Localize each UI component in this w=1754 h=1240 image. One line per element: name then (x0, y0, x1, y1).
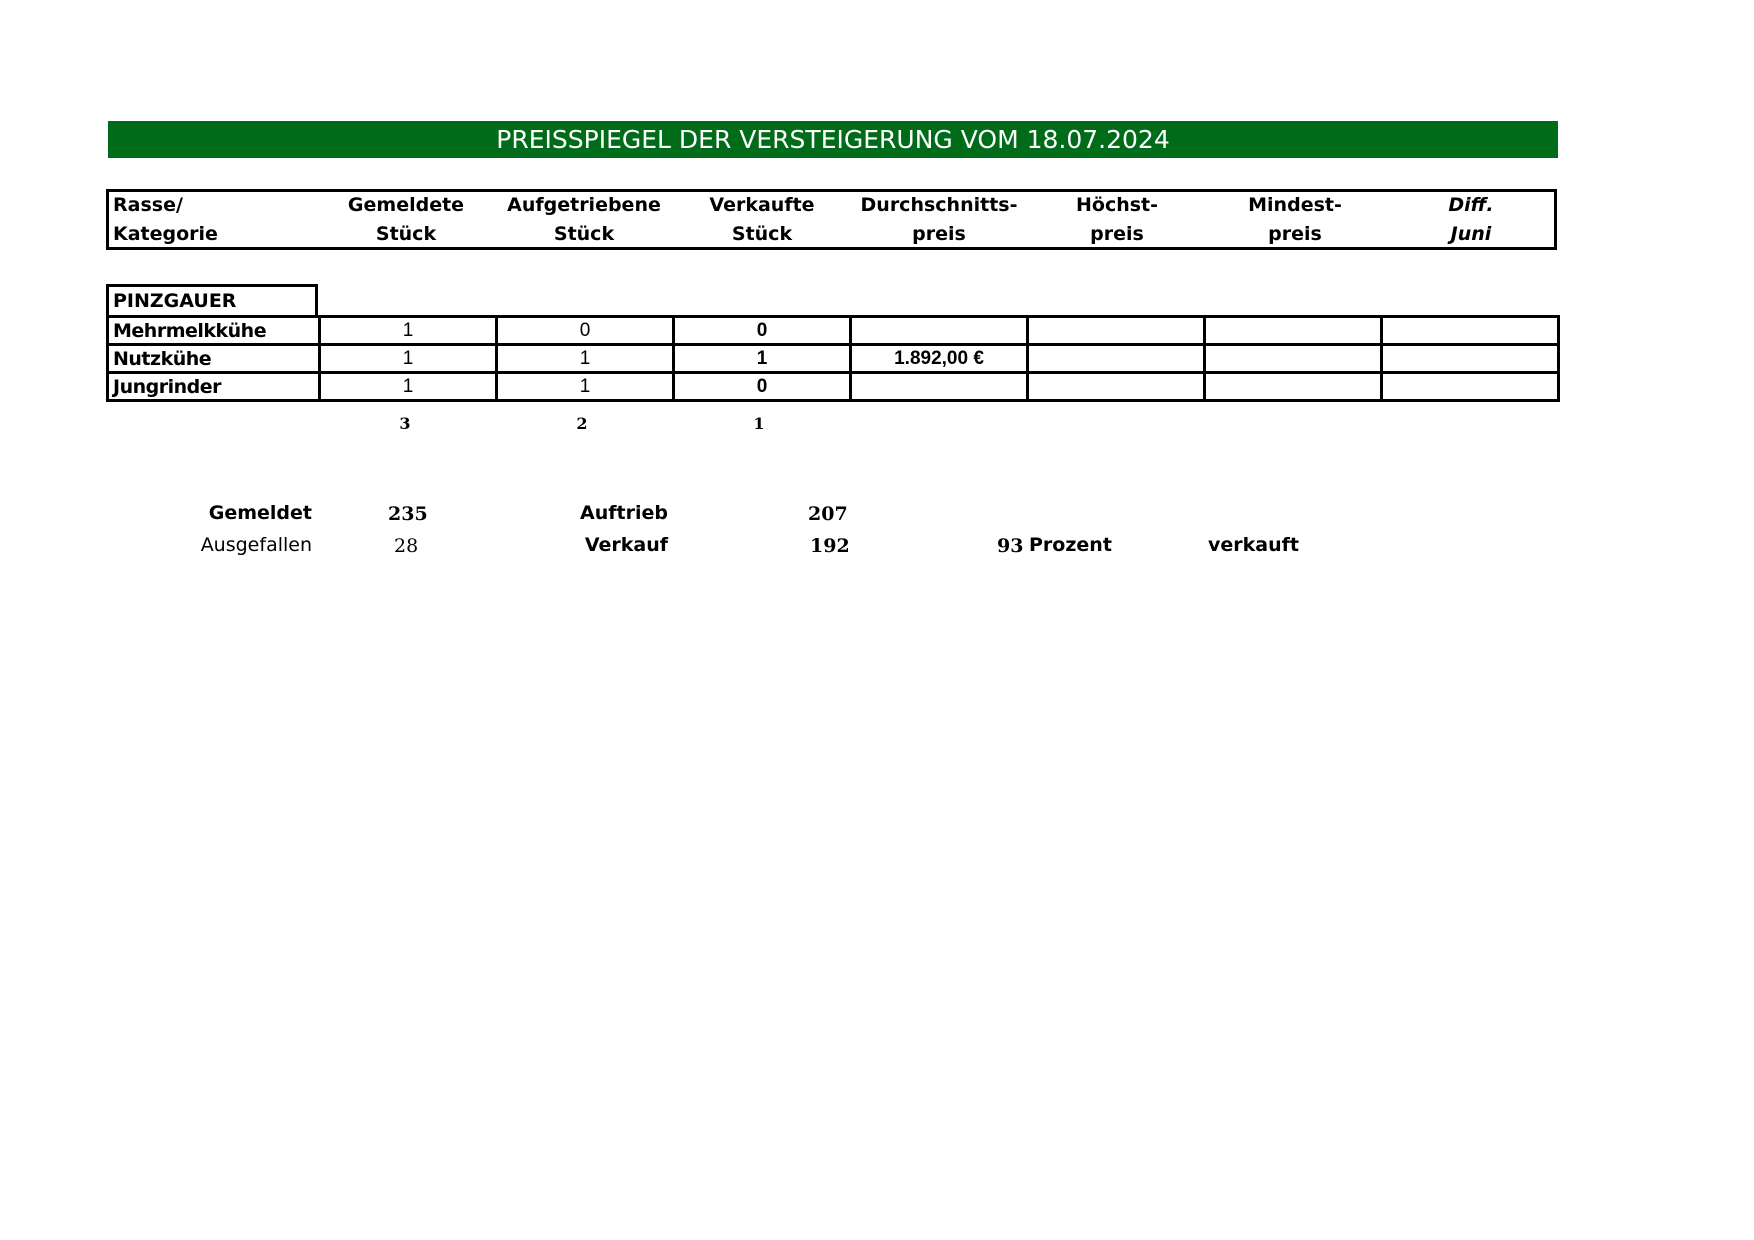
diff-cell (1382, 317, 1559, 345)
durchschnitt-cell (851, 317, 1028, 345)
summary-prozent-label: Prozent (1029, 534, 1112, 556)
aufgetrieben-cell: 1 (497, 345, 674, 373)
header-text: Diff. (1448, 193, 1494, 216)
header-text: Mindest- (1248, 193, 1342, 216)
category-cell: Jungrinder (108, 373, 320, 401)
hoechst-cell (1028, 317, 1205, 345)
summary-gemeldet-label: Gemeldet (208, 502, 312, 524)
column-header-row (106, 189, 1557, 250)
aufgetrieben-cell: 0 (497, 317, 674, 345)
header-diff-juni (1384, 192, 1558, 247)
category-cell: Nutzkühe (108, 345, 320, 373)
header-text: Verkaufte (709, 193, 815, 216)
summary-gemeldet-value: 235 (388, 503, 428, 525)
mindest-cell (1205, 345, 1382, 373)
verkauft-cell: 1 (674, 345, 851, 373)
gemeldet-cell: 1 (320, 373, 497, 401)
diff-cell (1382, 373, 1559, 401)
hoechst-cell (1028, 345, 1205, 373)
header-text: Aufgetriebene (507, 193, 661, 216)
header-text: preis (912, 222, 966, 245)
durchschnitt-cell: 1.892,00 € (851, 345, 1028, 373)
mindest-cell (1205, 317, 1382, 345)
table-row (108, 317, 1559, 345)
header-text: Höchst- (1075, 193, 1159, 216)
header-text: Stück (731, 222, 793, 245)
summary-verkauf-value: 192 (810, 535, 850, 557)
summary-auftrieb-label: Auftrieb (580, 502, 668, 524)
header-text: Stück (375, 222, 437, 245)
header-text: Juni (1450, 222, 1492, 245)
hoechst-cell (1028, 373, 1205, 401)
summary-verkauf-label: Verkauf (584, 534, 668, 556)
header-text: Gemeldete (347, 193, 465, 216)
header-hoechstpreis (1028, 192, 1206, 247)
verkauft-cell: 0 (674, 317, 851, 345)
header-text: Kategorie (113, 222, 218, 245)
gemeldet-cell: 1 (320, 317, 497, 345)
header-gemeldete-stueck (318, 192, 494, 247)
header-verkaufte-stueck (674, 192, 850, 247)
page-title: PREISSPIEGEL DER VERSTEIGERUNG VOM 18.07.2024 (108, 121, 1558, 158)
header-aufgetriebene-stueck (494, 192, 674, 247)
table-row (108, 345, 1559, 373)
group-label-pinzgauer: PINZGAUER (106, 284, 318, 316)
total-verkauft: 1 (753, 414, 765, 433)
header-text: Stück (553, 222, 615, 245)
summary-ausgefallen-value: 28 (394, 535, 419, 557)
header-text: preis (1090, 222, 1144, 245)
table-row (108, 373, 1559, 401)
category-cell: Mehrmelkkühe (108, 317, 320, 345)
mindest-cell (1205, 373, 1382, 401)
price-table (106, 315, 1560, 402)
aufgetrieben-cell: 1 (497, 373, 674, 401)
header-text: preis (1268, 222, 1322, 245)
header-durchschnittspreis (850, 192, 1028, 247)
summary-verkauft-label: verkauft (1208, 534, 1299, 556)
header-mindestpreis (1206, 192, 1384, 247)
gemeldet-cell: 1 (320, 345, 497, 373)
header-text: Durchschnitts- (860, 193, 1018, 216)
durchschnitt-cell (851, 373, 1028, 401)
diff-cell (1382, 345, 1559, 373)
header-text: Rasse/ (113, 193, 183, 216)
summary-auftrieb-value: 207 (808, 503, 848, 525)
header-rasse-kategorie (109, 192, 313, 247)
total-gemeldet: 3 (399, 414, 411, 433)
total-aufgetrieben: 2 (576, 414, 588, 433)
summary-ausgefallen-label: Ausgefallen (200, 534, 312, 556)
summary-prozent-value: 93 (997, 535, 1024, 557)
verkauft-cell: 0 (674, 373, 851, 401)
